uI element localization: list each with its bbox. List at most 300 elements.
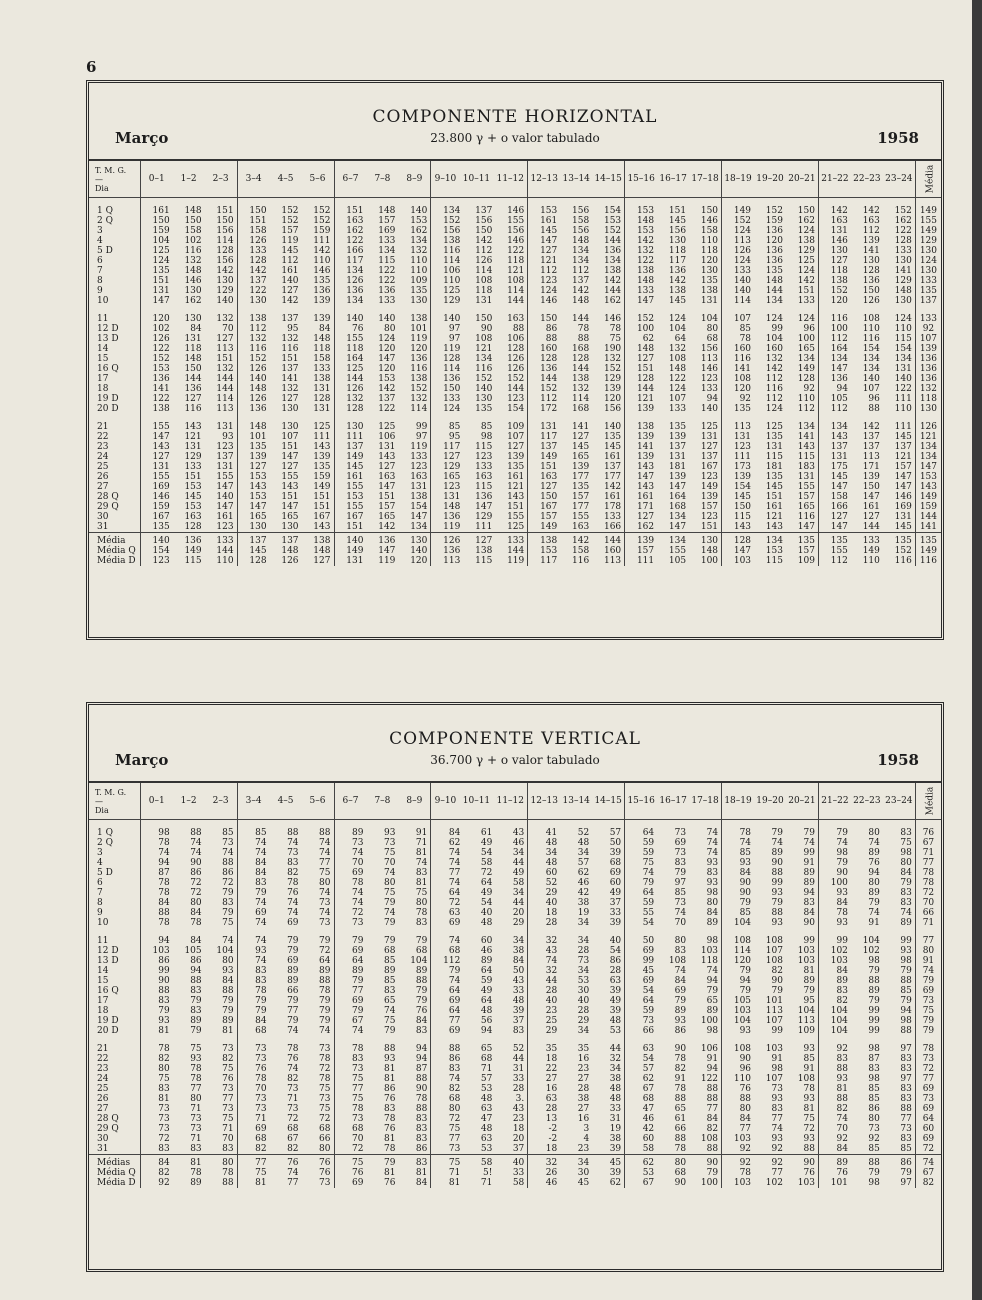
- hourly-value: 79: [900, 1168, 912, 1178]
- hourly-value: 131: [830, 452, 848, 462]
- hour-group-cell: [722, 966, 819, 976]
- value-trio: [819, 442, 915, 452]
- hourly-value: 68: [674, 1168, 687, 1178]
- hourly-value: 124: [797, 226, 815, 236]
- horizontal-year: 1958: [877, 129, 919, 147]
- day-label: Médias: [89, 1155, 140, 1169]
- value-trio: [722, 838, 818, 848]
- hourly-value: 146: [540, 296, 558, 306]
- hourly-value: 65: [706, 996, 719, 1006]
- table-row: [89, 276, 941, 286]
- value-trio: [335, 986, 431, 996]
- value-trio: [528, 266, 624, 276]
- day-label: 18: [97, 1006, 109, 1016]
- daily-mean: 153: [915, 472, 941, 482]
- hourly-value: 69: [352, 868, 364, 878]
- hourly-value: 136: [378, 536, 396, 546]
- hour-group-cell: [334, 266, 431, 276]
- hour-group-cell: [528, 1114, 625, 1124]
- hourly-value: 79: [868, 996, 880, 1006]
- value-trio: [141, 848, 237, 858]
- hour-group-cell: [334, 482, 431, 492]
- hourly-value: 84: [448, 828, 461, 838]
- hourly-value: 79: [415, 986, 428, 996]
- value-trio: [722, 462, 818, 472]
- value-trio: [722, 314, 818, 324]
- hourly-value: 72: [803, 1124, 815, 1134]
- table-row: [89, 946, 941, 956]
- hourly-value: 77: [352, 1084, 364, 1094]
- hourly-value: 163: [184, 512, 202, 522]
- hourly-value: 68: [448, 946, 461, 956]
- hour-group-cell: [818, 1168, 915, 1178]
- hour-group-cell: [528, 502, 625, 512]
- hourly-value: 30: [577, 1168, 590, 1178]
- hourly-value: 146: [184, 276, 202, 286]
- value-trio: [819, 946, 915, 956]
- hourly-value: 125: [700, 422, 719, 432]
- hourly-value: 81: [415, 878, 428, 888]
- hourly-value: 89: [319, 966, 331, 976]
- hourly-value: 28: [577, 1006, 590, 1016]
- hourly-value: 138: [313, 374, 331, 384]
- hour-group-cell: [237, 404, 334, 414]
- hourly-value: 112: [862, 226, 880, 236]
- value-trio: [238, 432, 334, 442]
- hourly-value: 138: [700, 286, 719, 296]
- hourly-value: 135: [700, 276, 719, 286]
- value-trio: [431, 384, 527, 394]
- hourly-value: 85: [803, 1054, 815, 1064]
- hourly-value: 16: [545, 1084, 558, 1094]
- daily-mean: 133: [915, 314, 941, 324]
- hourly-value: 138: [540, 536, 558, 546]
- hourly-value: 88: [868, 404, 880, 414]
- hourly-value: 72: [158, 1134, 170, 1144]
- value-trio: [528, 868, 624, 878]
- hourly-value: 139: [507, 452, 525, 462]
- hourly-value: 146: [152, 492, 170, 502]
- hourly-value: 161: [507, 472, 525, 482]
- hourly-value: 159: [313, 226, 331, 236]
- value-trio: [431, 1178, 527, 1188]
- hour-group-cell: [818, 868, 915, 878]
- hourly-value: 74: [642, 868, 655, 878]
- hourly-value: 133: [443, 394, 461, 404]
- hourly-value: 77: [222, 1094, 234, 1104]
- hour-group-cell: [431, 432, 528, 442]
- hourly-value: 126: [443, 536, 461, 546]
- value-trio: [335, 1006, 431, 1016]
- hourly-value: 90: [480, 324, 493, 334]
- hourly-value: 101: [410, 324, 428, 334]
- hour-group-cell: [334, 502, 431, 512]
- hour-group-cell: [625, 492, 722, 502]
- hourly-value: 83: [190, 1144, 202, 1154]
- hour-group-cell: [528, 956, 625, 966]
- hour-group-cell: [140, 502, 237, 512]
- value-trio: [625, 226, 721, 236]
- hourly-value: 141: [572, 422, 590, 432]
- value-trio: [722, 1134, 818, 1144]
- hourly-value: 93: [222, 432, 234, 442]
- hourly-value: 80: [190, 1094, 202, 1104]
- hourly-value: 104: [862, 936, 880, 946]
- hourly-value: 94: [706, 394, 719, 404]
- hourly-value: 139: [313, 452, 331, 462]
- value-trio: [335, 432, 431, 442]
- hourly-value: 83: [415, 1026, 428, 1036]
- hourly-value: 85: [900, 1144, 912, 1154]
- hourly-value: 109: [797, 1026, 815, 1036]
- value-trio: [819, 878, 915, 888]
- hourly-value: 130: [410, 296, 428, 306]
- hourly-value: 79: [642, 878, 655, 888]
- hour-group-cell: [528, 966, 625, 976]
- hour-group-cell: [528, 820, 625, 839]
- hourly-value: 130: [700, 266, 719, 276]
- value-trio: [335, 354, 431, 364]
- hourly-value: 139: [733, 472, 752, 482]
- value-trio: [625, 482, 721, 492]
- hour-group-cell: [818, 1064, 915, 1074]
- hourly-value: 84: [836, 966, 848, 976]
- hourly-value: 92: [771, 1144, 783, 1154]
- hourly-value: 158: [572, 546, 590, 556]
- hour-group-cell: [722, 246, 819, 256]
- hourly-value: 49: [512, 868, 525, 878]
- hourly-value: 79: [900, 878, 912, 888]
- hourly-value: 54: [609, 946, 622, 956]
- value-trio: [625, 1134, 721, 1144]
- hourly-value: 148: [184, 354, 202, 364]
- hour-group-cell: [528, 334, 625, 344]
- hour-group-cell: [431, 374, 528, 384]
- table-row: [89, 344, 941, 354]
- value-trio: [238, 1104, 334, 1114]
- spacer-cell: [818, 928, 915, 936]
- hourly-value: 138: [410, 492, 428, 502]
- hour-group-cell: [237, 502, 334, 512]
- hourly-value: 124: [765, 404, 783, 414]
- hourly-value: 78: [577, 324, 590, 334]
- hourly-value: 62: [642, 1158, 655, 1168]
- hourly-value: 76: [803, 1168, 815, 1178]
- hourly-value: 149: [540, 522, 558, 532]
- hourly-value: 83: [900, 1134, 912, 1144]
- hourly-value: 72: [319, 1064, 331, 1074]
- hour-group-cell: [625, 1144, 722, 1155]
- daily-mean: 69: [915, 1134, 941, 1144]
- hourly-value: 61: [480, 828, 493, 838]
- horizontal-table: [89, 161, 941, 566]
- hour-label: 22–23: [853, 174, 881, 184]
- hour-group-cell: [237, 546, 334, 556]
- day-label: 26: [97, 1094, 109, 1104]
- day-label: 31: [97, 1144, 109, 1154]
- hourly-value: 115: [184, 556, 202, 566]
- spacer-cell: [722, 414, 819, 422]
- value-trio: [625, 246, 721, 256]
- value-trio: [431, 422, 527, 432]
- hourly-value: 145: [281, 246, 299, 256]
- value-trio: [819, 858, 915, 868]
- hourly-value: 139: [700, 492, 719, 502]
- hourly-value: 66: [674, 1124, 687, 1134]
- hourly-value: 82: [287, 868, 299, 878]
- hourly-value: 123: [733, 442, 752, 452]
- value-trio: [819, 432, 915, 442]
- value-trio: [335, 946, 431, 956]
- hourly-value: 122: [894, 384, 912, 394]
- hourly-value: 128: [797, 374, 815, 384]
- value-trio: [238, 296, 334, 306]
- hour-group-cell: [237, 1074, 334, 1084]
- hour-group-cell: [722, 878, 819, 888]
- hourly-value: 160: [540, 344, 558, 354]
- hourly-value: 90: [706, 1158, 719, 1168]
- value-trio: [819, 246, 915, 256]
- hourly-value: 120: [152, 314, 170, 324]
- table-row: [89, 1064, 941, 1074]
- hourly-value: 139: [668, 472, 687, 482]
- hour-group: [238, 796, 334, 806]
- hourly-value: 163: [475, 472, 493, 482]
- hourly-value: 33: [609, 1104, 622, 1114]
- daily-mean: 73: [915, 996, 941, 1006]
- hourly-value: 74: [352, 1026, 364, 1036]
- hourly-value: 77: [771, 1168, 783, 1178]
- hourly-value: 162: [894, 216, 912, 226]
- hourly-value: 145: [894, 522, 912, 532]
- hourly-value: 68: [642, 1094, 655, 1104]
- hourly-value: 76: [255, 1064, 267, 1074]
- hourly-value: 128: [572, 354, 590, 364]
- hourly-value: 132: [346, 394, 364, 404]
- hourly-value: 115: [765, 556, 783, 566]
- hour-group-cell: [625, 546, 722, 556]
- hourly-value: 129: [603, 374, 622, 384]
- hour-group-cell: [722, 334, 819, 344]
- hourly-value: 102: [765, 1178, 783, 1188]
- hourly-value: 133: [216, 536, 234, 546]
- value-trio: [335, 956, 431, 966]
- value-trio: [431, 472, 527, 482]
- hourly-value: 80: [319, 878, 331, 888]
- hourly-value: 129: [443, 296, 461, 306]
- hour-group-cell: [818, 472, 915, 482]
- hourly-value: 79: [319, 936, 331, 946]
- hourly-value: 151: [152, 276, 170, 286]
- hourly-value: 144: [603, 236, 622, 246]
- hourly-value: 153: [636, 226, 655, 236]
- value-trio: [431, 898, 527, 908]
- value-trio: [625, 1124, 721, 1134]
- hour-group-cell: [722, 888, 819, 898]
- hourly-value: 93: [836, 888, 848, 898]
- hourly-value: 126: [152, 334, 170, 344]
- hourly-value: 82: [448, 1084, 461, 1094]
- hourly-value: 113: [765, 1006, 783, 1016]
- hour-group-cell: [625, 936, 722, 946]
- hour-label: 17–18: [691, 174, 719, 184]
- hour-group-cell: [140, 266, 237, 276]
- hourly-value: 130: [281, 422, 299, 432]
- hour-group-cell: [334, 404, 431, 414]
- hour-group-cell: [722, 996, 819, 1006]
- value-trio: [819, 276, 915, 286]
- hour-group-cell: [140, 533, 237, 547]
- hourly-value: 80: [674, 936, 687, 946]
- value-trio: [335, 996, 431, 1006]
- value-trio: [431, 394, 527, 404]
- hourly-value: 115: [475, 482, 493, 492]
- hourly-value: 79: [415, 936, 428, 946]
- hour-group-cell: [140, 1155, 237, 1169]
- table-row: [89, 324, 941, 334]
- value-trio: [819, 522, 915, 532]
- hourly-value: 152: [443, 216, 461, 226]
- hour-label: 15–16: [627, 796, 655, 806]
- hourly-value: 71: [255, 1114, 267, 1124]
- hourly-value: 115: [797, 452, 815, 462]
- value-trio: [722, 522, 818, 532]
- day-label: 3: [97, 226, 103, 236]
- value-trio: [238, 314, 334, 324]
- hour-label: 6–7: [342, 174, 359, 184]
- value-trio: [819, 1144, 915, 1154]
- table-row: [89, 1114, 941, 1124]
- hourly-value: 150: [184, 364, 202, 374]
- table-row: [89, 226, 941, 236]
- hourly-value: 136: [249, 404, 267, 414]
- hourly-value: 89: [190, 1016, 202, 1026]
- hour-group-cell: [528, 1016, 625, 1026]
- value-trio: [625, 216, 721, 226]
- hour-group-cell: [528, 482, 625, 492]
- hourly-value: 152: [281, 216, 299, 226]
- hour-group-cell: [334, 276, 431, 286]
- hour-group-cell: [431, 472, 528, 482]
- day-label: 26: [97, 472, 109, 482]
- hour-group-cell: [334, 838, 431, 848]
- hour-group-cell: [431, 908, 528, 918]
- hour-group-cell: [334, 314, 431, 324]
- value-trio: [431, 556, 527, 566]
- hourly-value: 79: [868, 966, 880, 976]
- hourly-value: 149: [797, 364, 815, 374]
- hour-group-cell: [625, 482, 722, 492]
- value-trio: [722, 986, 818, 996]
- hourly-value: 79: [803, 828, 815, 838]
- hour-group: [528, 796, 624, 806]
- hourly-value: 112: [249, 324, 267, 334]
- spacer-cell: [89, 414, 140, 422]
- hourly-value: 81: [415, 1168, 428, 1178]
- hourly-value: 18: [545, 1144, 558, 1154]
- hourly-value: 90: [771, 858, 783, 868]
- value-trio: [722, 266, 818, 276]
- hour-group-cell: [431, 888, 528, 898]
- hour-group-cell: [528, 1026, 625, 1036]
- value-trio: [335, 888, 431, 898]
- hour-group-cell: [528, 946, 625, 956]
- hour-group-cell: [625, 868, 722, 878]
- hourly-value: 41: [545, 828, 558, 838]
- value-trio: [141, 898, 237, 908]
- hourly-value: 135: [894, 536, 912, 546]
- hour-group-cell: [334, 462, 431, 472]
- hourly-value: 78: [255, 986, 267, 996]
- table-row: [89, 1006, 941, 1016]
- value-trio: [625, 1168, 721, 1178]
- hourly-value: 130: [184, 286, 202, 296]
- spacer-cell: [431, 306, 528, 314]
- hour-group-cell: [237, 848, 334, 858]
- hour-group-cell: [431, 404, 528, 414]
- hourly-value: 80: [158, 1064, 170, 1074]
- hour-group-cell: [528, 314, 625, 324]
- hourly-value: 75: [158, 1074, 170, 1084]
- hour-group-cell: [431, 422, 528, 432]
- hour-group-cell: [431, 324, 528, 334]
- value-trio: [722, 966, 818, 976]
- hour-group-cell: [237, 1144, 334, 1155]
- hour-group-cell: [334, 226, 431, 236]
- hourly-value: 138: [636, 422, 655, 432]
- value-trio: [819, 996, 915, 1006]
- spacer-cell: [334, 1036, 431, 1044]
- hourly-value: 146: [507, 206, 525, 216]
- value-trio: [335, 1044, 431, 1054]
- value-trio: [722, 246, 818, 256]
- horizontal-subtitle: 23.800 γ + o valor tabulado: [430, 131, 600, 145]
- day-label: 6: [97, 878, 103, 888]
- spacer-cell: [625, 1036, 722, 1044]
- day-label: 15: [97, 976, 109, 986]
- hourly-value: 45: [609, 1158, 622, 1168]
- value-trio: [431, 858, 527, 868]
- value-trio: [431, 482, 527, 492]
- hour-group-cell: [431, 868, 528, 878]
- hour-group-cell: [140, 858, 237, 868]
- hour-group-cell: [818, 966, 915, 976]
- value-trio: [528, 1168, 624, 1178]
- value-trio: [819, 236, 915, 246]
- value-trio: [335, 404, 431, 414]
- hourly-value: 110: [443, 276, 461, 286]
- value-trio: [625, 1054, 721, 1064]
- hourly-value: 83: [190, 986, 202, 996]
- hourly-value: 115: [894, 334, 912, 344]
- hourly-value: 111: [894, 422, 912, 432]
- hour-group-cell: [431, 1064, 528, 1074]
- hourly-value: 66: [319, 1134, 331, 1144]
- hourly-value: 143: [765, 522, 783, 532]
- hourly-value: 121: [636, 394, 655, 404]
- hour-group-cell: [528, 936, 625, 946]
- hourly-value: 149: [184, 546, 202, 556]
- hourly-value: 94: [190, 966, 202, 976]
- hourly-value: 86: [415, 1144, 428, 1154]
- hourly-value: 129: [797, 246, 815, 256]
- value-trio: [141, 868, 237, 878]
- hour-group-cell: [818, 384, 915, 394]
- hourly-value: 60: [480, 936, 493, 946]
- hourly-value: 28: [545, 918, 558, 928]
- hourly-value: 134: [410, 522, 428, 532]
- hour-group-header: [818, 783, 915, 820]
